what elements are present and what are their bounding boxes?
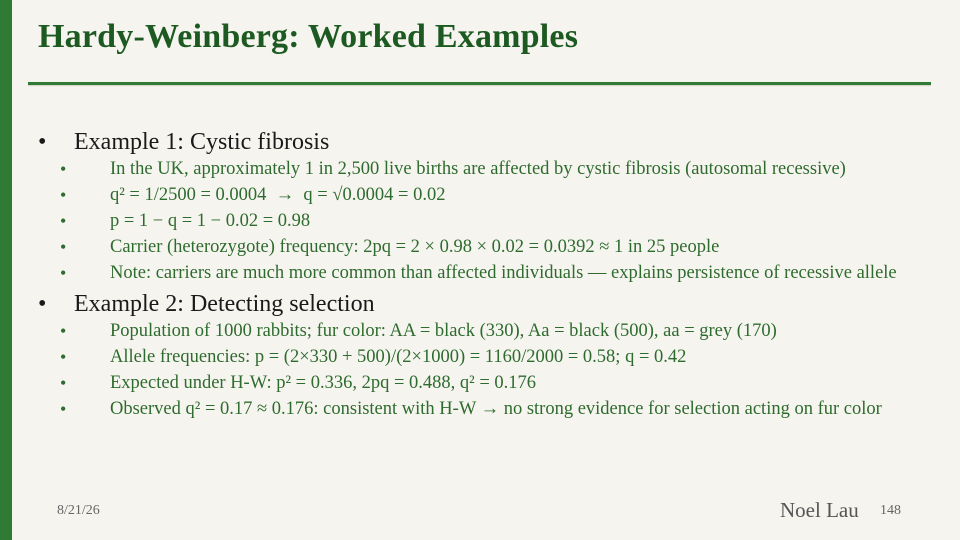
slide-title: Hardy-Weinberg: Worked Examples [38, 18, 579, 55]
list-item [38, 156, 933, 182]
bullet-icon: • [60, 263, 67, 283]
bullet-icon: • [38, 129, 47, 155]
bullet-icon: • [60, 347, 67, 367]
footer-author: Noel Lau [780, 498, 859, 522]
list-item-text: Observed q² = 0.17 ≈ 0.176: consistent with H-W → no strong evidence for selection acting on fur color [110, 399, 882, 419]
list-item-text: q² = 1/2500 = 0.0004 → q = √0.0004 = 0.02 [110, 185, 446, 205]
list-item [38, 344, 933, 370]
section-example-1 [38, 128, 933, 286]
bullet-icon: • [60, 211, 67, 231]
footer-date: 8/21/26 [57, 503, 100, 518]
list-item-text: Population of 1000 rabbits; fur color: AA = black (330), Aa = black (500), aa = grey (170) [110, 321, 777, 341]
left-accent-bar [0, 0, 12, 540]
list-item-text: Carrier (heterozygote) frequency: 2pq = 2 × 0.98 × 0.02 = 0.0392 ≈ 1 in 25 people [110, 237, 720, 257]
list-item [38, 260, 933, 286]
bullet-icon: • [60, 237, 67, 257]
list-item [38, 318, 933, 344]
list-item-text: p = 1 − q = 1 − 0.02 = 0.98 [110, 211, 311, 231]
section-heading [38, 128, 933, 156]
section-heading [38, 290, 933, 318]
list-item [38, 182, 933, 208]
section-heading-text: Example 1: Cystic fibrosis [74, 129, 330, 155]
list-item-text: Allele frequencies: p = (2×330 + 500)/(2×1000) = 1160/2000 = 0.58; q = 0.42 [110, 347, 687, 367]
bullet-icon: • [60, 159, 67, 179]
section-heading-text: Example 2: Detecting selection [74, 291, 375, 317]
section-example-2 [38, 290, 933, 422]
list-item [38, 234, 933, 260]
list-item [38, 208, 933, 234]
list-item-text: Note: carriers are much more common than affected individuals — explains persistence of recessive allele [110, 263, 897, 283]
bullet-icon: • [60, 373, 67, 393]
list-item [38, 370, 933, 396]
slide-content [38, 128, 933, 422]
bullet-icon: • [60, 185, 67, 205]
list-item-text: In the UK, approximately 1 in 2,500 live births are affected by cystic fibrosis (autosomal recessive) [110, 159, 846, 179]
title-divider [28, 82, 931, 85]
bullet-icon: • [60, 399, 67, 419]
list-item [38, 396, 933, 422]
page-number: 148 [880, 503, 901, 518]
bullet-icon: • [60, 321, 67, 341]
list-item-text: Expected under H-W: p² = 0.336, 2pq = 0.488, q² = 0.176 [110, 373, 537, 393]
bullet-icon: • [38, 291, 47, 317]
